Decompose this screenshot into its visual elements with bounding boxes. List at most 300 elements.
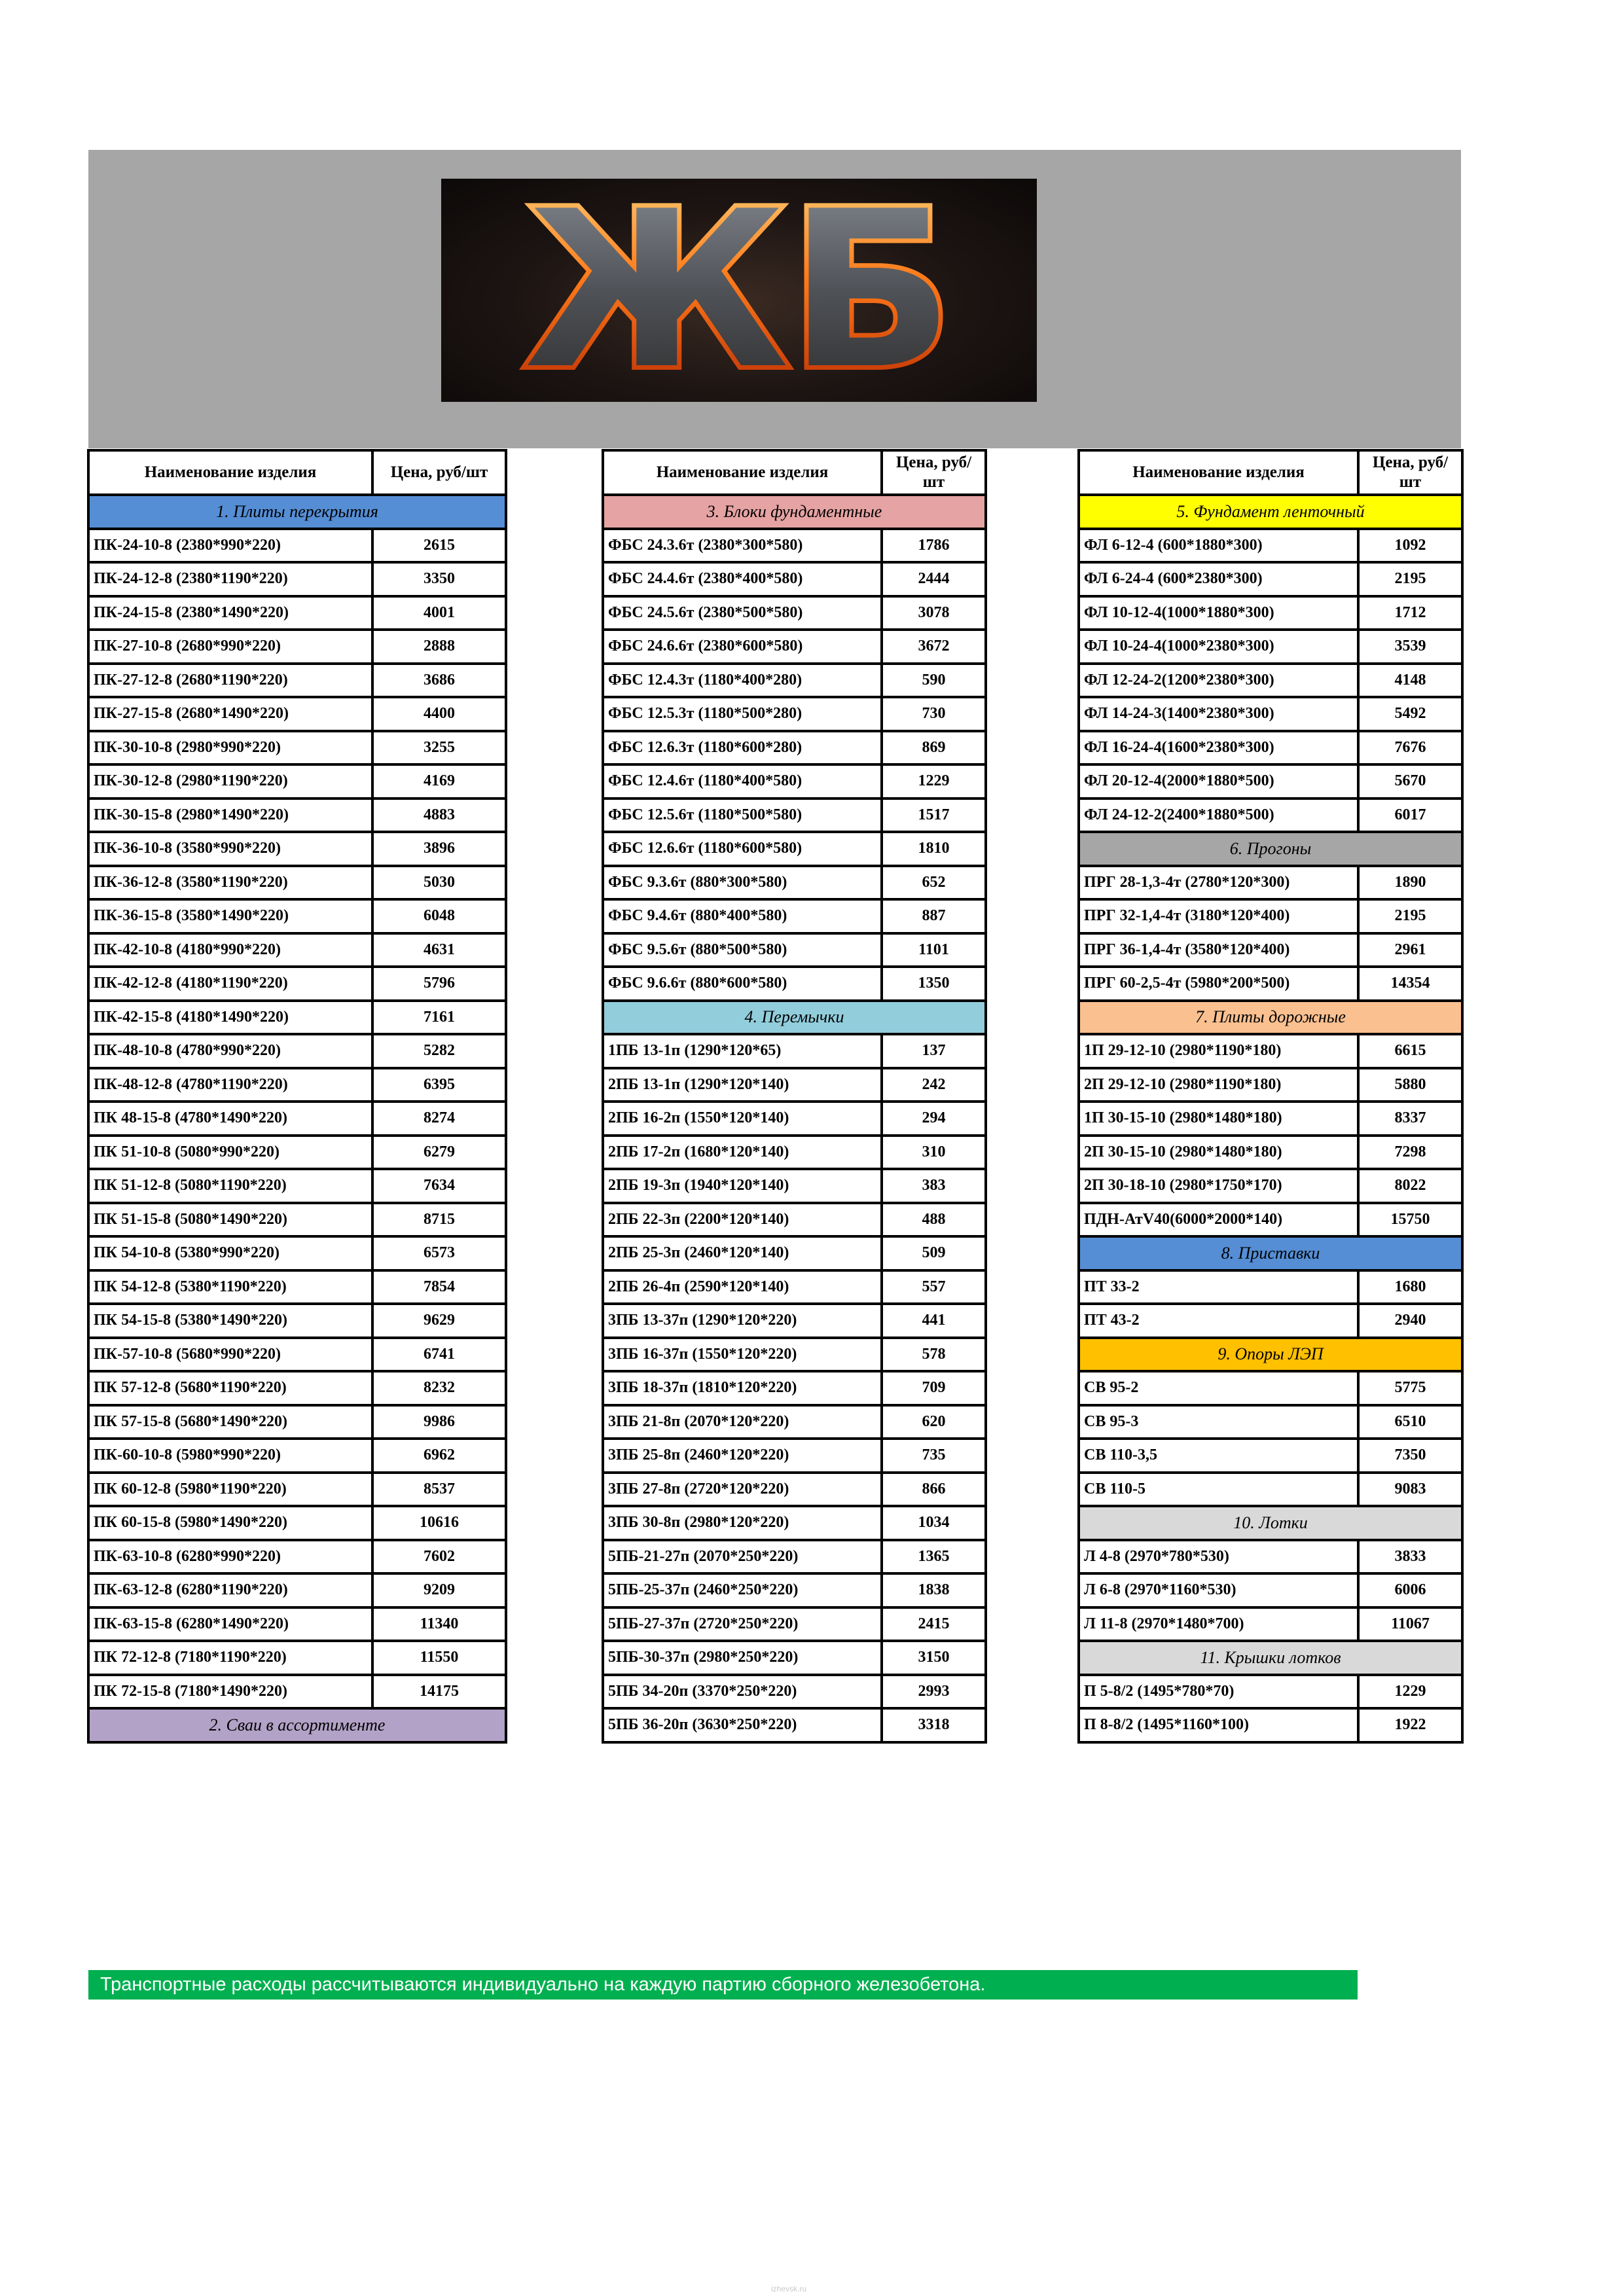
section-header-row (603, 495, 986, 529)
product-price: 10616 (372, 1506, 506, 1540)
product-price: 294 (882, 1102, 986, 1136)
table-row (88, 1102, 506, 1136)
product-name: 2ПБ 19-3п (1940*120*140) (603, 1169, 882, 1203)
product-name: ФЛ 6-12-4 (600*1880*300) (1079, 529, 1358, 563)
product-name: ПК 51-15-8 (5080*1490*220) (88, 1203, 372, 1237)
product-name: ПК 57-12-8 (5680*1190*220) (88, 1371, 372, 1405)
product-name: ПК-63-15-8 (6280*1490*220) (88, 1607, 372, 1641)
table-row (1079, 731, 1462, 765)
table-row (88, 1506, 506, 1540)
product-price: 11340 (372, 1607, 506, 1641)
table-row (88, 967, 506, 1001)
product-name: ПК 72-12-8 (7180*1190*220) (88, 1641, 372, 1675)
table-row (1079, 630, 1462, 664)
product-price: 5775 (1358, 1371, 1462, 1405)
table-row (1079, 1540, 1462, 1574)
table-row (88, 832, 506, 866)
product-name: ПК 51-10-8 (5080*990*220) (88, 1136, 372, 1170)
table-row (88, 1034, 506, 1068)
product-price: 3350 (372, 562, 506, 596)
product-price: 9209 (372, 1573, 506, 1607)
table-row (603, 1338, 986, 1372)
table-row (603, 1439, 986, 1473)
product-name: ПК 60-15-8 (5980*1490*220) (88, 1506, 372, 1540)
product-name: ПРГ 32-1,4-4т (3180*120*400) (1079, 899, 1358, 933)
column-header-name: Наименование изделия (603, 450, 882, 495)
column-header-name: Наименование изделия (1079, 450, 1358, 495)
product-price: 4631 (372, 933, 506, 967)
product-price: 887 (882, 899, 986, 933)
product-name: 3ПБ 30-8п (2980*120*220) (603, 1506, 882, 1540)
product-name: ПК-36-12-8 (3580*1190*220) (88, 866, 372, 900)
table-row (603, 697, 986, 731)
table-row (603, 1203, 986, 1237)
product-price: 6279 (372, 1136, 506, 1170)
product-name: Л 4-8 (2970*780*530) (1079, 1540, 1358, 1574)
product-name: ФЛ 20-12-4(2000*1880*500) (1079, 764, 1358, 798)
column-header-price: Цена, руб/шт (882, 450, 986, 495)
product-name: ФБС 9.4.6т (880*400*580) (603, 899, 882, 933)
table-row (603, 1540, 986, 1574)
section-header-row (1079, 832, 1462, 866)
product-price: 441 (882, 1304, 986, 1338)
product-price: 8337 (1358, 1102, 1462, 1136)
product-name: 3ПБ 18-37п (1810*120*220) (603, 1371, 882, 1405)
table-row (603, 1068, 986, 1102)
product-name: ФБС 24.5.6т (2380*500*580) (603, 596, 882, 630)
product-price: 137 (882, 1034, 986, 1068)
section-title: 8. Приставки (1079, 1236, 1462, 1270)
table-row (88, 1573, 506, 1607)
section-header-row (1079, 1506, 1462, 1540)
product-price: 9986 (372, 1405, 506, 1439)
table-row (1079, 529, 1462, 563)
product-name: ФЛ 10-24-4(1000*2380*300) (1079, 630, 1358, 664)
product-price: 5796 (372, 967, 506, 1001)
section-title: 5. Фундамент ленточный (1079, 495, 1462, 529)
column-header-price: Цена, руб/шт (372, 450, 506, 495)
table-row (1079, 664, 1462, 698)
section-title: 6. Прогоны (1079, 832, 1462, 866)
product-name: 2ПБ 26-4п (2590*120*140) (603, 1270, 882, 1304)
table-row (603, 1136, 986, 1170)
section-title: 1. Плиты перекрытия (88, 495, 506, 529)
product-price: 8022 (1358, 1169, 1462, 1203)
product-name: ПРГ 60-2,5-4т (5980*200*500) (1079, 967, 1358, 1001)
product-name: ПК-30-15-8 (2980*1490*220) (88, 798, 372, 833)
price-table-2-body (603, 450, 986, 1742)
product-name: 2ПБ 17-2п (1680*120*140) (603, 1136, 882, 1170)
product-name: 3ПБ 25-8п (2460*120*220) (603, 1439, 882, 1473)
table-row (88, 1675, 506, 1709)
table-row (88, 596, 506, 630)
product-price: 6017 (1358, 798, 1462, 833)
table-row (1079, 1607, 1462, 1641)
table-row (1079, 697, 1462, 731)
product-name: ФБС 12.4.3т (1180*400*280) (603, 664, 882, 698)
product-price: 310 (882, 1136, 986, 1170)
table-row (603, 832, 986, 866)
product-price: 9083 (1358, 1473, 1462, 1507)
table-row (1079, 1708, 1462, 1742)
table-row (88, 1304, 506, 1338)
product-name: ПК 57-15-8 (5680*1490*220) (88, 1405, 372, 1439)
table-row (603, 1371, 986, 1405)
table-row (603, 529, 986, 563)
product-price: 4001 (372, 596, 506, 630)
product-price: 4148 (1358, 664, 1462, 698)
product-price: 7676 (1358, 731, 1462, 765)
product-name: П 8-8/2 (1495*1160*100) (1079, 1708, 1358, 1742)
product-name: 2П 29-12-10 (2980*1190*180) (1079, 1068, 1358, 1102)
logo-image (441, 179, 1037, 402)
section-title: 10. Лотки (1079, 1506, 1462, 1540)
product-price: 11067 (1358, 1607, 1462, 1641)
product-price: 709 (882, 1371, 986, 1405)
product-price: 5282 (372, 1034, 506, 1068)
product-name: ПК-63-10-8 (6280*990*220) (88, 1540, 372, 1574)
product-price: 6510 (1358, 1405, 1462, 1439)
product-price: 730 (882, 697, 986, 731)
product-price: 2940 (1358, 1304, 1462, 1338)
product-price: 14354 (1358, 967, 1462, 1001)
table-row (603, 798, 986, 833)
table-row (88, 1001, 506, 1035)
product-name: ПК-42-10-8 (4180*990*220) (88, 933, 372, 967)
product-price: 6615 (1358, 1034, 1462, 1068)
table-row (603, 933, 986, 967)
product-price: 488 (882, 1203, 986, 1237)
product-price: 1922 (1358, 1708, 1462, 1742)
product-price: 2195 (1358, 562, 1462, 596)
section-header-row (1079, 1641, 1462, 1675)
product-name: 1П 30-15-10 (2980*1480*180) (1079, 1102, 1358, 1136)
product-name: ФЛ 6-24-4 (600*2380*300) (1079, 562, 1358, 596)
product-price: 8715 (372, 1203, 506, 1237)
product-price: 735 (882, 1439, 986, 1473)
product-name: ФБС 24.4.6т (2380*400*580) (603, 562, 882, 596)
product-price: 2615 (372, 529, 506, 563)
product-name: 3ПБ 16-37п (1550*120*220) (603, 1338, 882, 1372)
table-row (88, 1169, 506, 1203)
table-row (1079, 562, 1462, 596)
product-price: 1786 (882, 529, 986, 563)
section-title: 2. Сваи в ассортименте (88, 1708, 506, 1742)
product-name: Л 11-8 (2970*1480*700) (1079, 1607, 1358, 1641)
table-row (88, 866, 506, 900)
product-name: ФЛ 12-24-2(1200*2380*300) (1079, 664, 1358, 698)
product-name: СВ 95-3 (1079, 1405, 1358, 1439)
product-name: ПРГ 28-1,3-4т (2780*120*300) (1079, 866, 1358, 900)
product-name: ФБС 24.3.6т (2380*300*580) (603, 529, 882, 563)
section-title: 11. Крышки лотков (1079, 1641, 1462, 1675)
product-name: 2ПБ 25-3п (2460*120*140) (603, 1236, 882, 1270)
product-name: ПК-27-10-8 (2680*990*220) (88, 630, 372, 664)
product-name: СВ 95-2 (1079, 1371, 1358, 1405)
product-name: ФБС 9.6.6т (880*600*580) (603, 967, 882, 1001)
table-row (88, 1136, 506, 1170)
product-name: ПК 54-10-8 (5380*990*220) (88, 1236, 372, 1270)
product-price: 7298 (1358, 1136, 1462, 1170)
table-row (1079, 1270, 1462, 1304)
product-price: 6395 (372, 1068, 506, 1102)
table-row (88, 1236, 506, 1270)
product-price: 5030 (372, 866, 506, 900)
table-row (88, 1405, 506, 1439)
product-name: ПК-24-10-8 (2380*990*220) (88, 529, 372, 563)
section-header-row (1079, 1236, 1462, 1270)
table-row (1079, 1169, 1462, 1203)
table-row (88, 731, 506, 765)
product-name: ФБС 24.6.6т (2380*600*580) (603, 630, 882, 664)
table-row (1079, 1439, 1462, 1473)
product-price: 578 (882, 1338, 986, 1372)
table-row (603, 1641, 986, 1675)
section-header-row (1079, 495, 1462, 529)
watermark: izhevsk.ru (771, 2284, 807, 2293)
logo-zhb (441, 179, 1037, 402)
product-name: ПК-63-12-8 (6280*1190*220) (88, 1573, 372, 1607)
product-name: 5ПБ 36-20п (3630*250*220) (603, 1708, 882, 1742)
product-name: ПК-42-12-8 (4180*1190*220) (88, 967, 372, 1001)
product-name: ПК-30-10-8 (2980*990*220) (88, 731, 372, 765)
column-header-name: Наименование изделия (88, 450, 372, 495)
table-row (88, 798, 506, 833)
product-name: 2ПБ 13-1п (1290*120*140) (603, 1068, 882, 1102)
product-name: ПК-36-10-8 (3580*990*220) (88, 832, 372, 866)
product-name: ПК-48-12-8 (4780*1190*220) (88, 1068, 372, 1102)
table-row (1079, 866, 1462, 900)
product-name: ФБС 9.5.6т (880*500*580) (603, 933, 882, 967)
price-table-1 (87, 449, 507, 1744)
product-price: 1680 (1358, 1270, 1462, 1304)
table-row (603, 1236, 986, 1270)
product-price: 509 (882, 1236, 986, 1270)
product-price: 2415 (882, 1607, 986, 1641)
product-price: 2993 (882, 1675, 986, 1709)
product-name: 5ПБ-25-37п (2460*250*220) (603, 1573, 882, 1607)
product-name: ФЛ 14-24-3(1400*2380*300) (1079, 697, 1358, 731)
section-title: 7. Плиты дорожные (1079, 1001, 1462, 1035)
table-row (603, 630, 986, 664)
table-row (603, 899, 986, 933)
section-title: 4. Перемычки (603, 1001, 986, 1035)
product-price: 6962 (372, 1439, 506, 1473)
product-price: 2888 (372, 630, 506, 664)
product-price: 866 (882, 1473, 986, 1507)
table-row (603, 1304, 986, 1338)
table-row (88, 697, 506, 731)
product-name: Л 6-8 (2970*1160*530) (1079, 1573, 1358, 1607)
product-name: ФБС 12.6.6т (1180*600*580) (603, 832, 882, 866)
product-name: 3ПБ 27-8п (2720*120*220) (603, 1473, 882, 1507)
product-price: 242 (882, 1068, 986, 1102)
product-price: 2444 (882, 562, 986, 596)
product-name: 2ПБ 16-2п (1550*120*140) (603, 1102, 882, 1136)
product-price: 4883 (372, 798, 506, 833)
table-row (1079, 899, 1462, 933)
product-name: ПК-24-12-8 (2380*1190*220) (88, 562, 372, 596)
table-row (88, 529, 506, 563)
table-row (88, 1540, 506, 1574)
product-name: ПК-30-12-8 (2980*1190*220) (88, 764, 372, 798)
section-title: 3. Блоки фундаментные (603, 495, 986, 529)
table-row (1079, 1473, 1462, 1507)
product-price: 3672 (882, 630, 986, 664)
product-name: 1П 29-12-10 (2980*1190*180) (1079, 1034, 1358, 1068)
section-title: 9. Опоры ЛЭП (1079, 1338, 1462, 1372)
table-header-row (1079, 450, 1462, 495)
product-price: 4169 (372, 764, 506, 798)
table-row (88, 1473, 506, 1507)
product-name: ФБС 12.5.3т (1180*500*280) (603, 697, 882, 731)
product-name: ПК-48-10-8 (4780*990*220) (88, 1034, 372, 1068)
product-price: 2195 (1358, 899, 1462, 933)
product-price: 7350 (1358, 1439, 1462, 1473)
product-name: ФБС 12.4.6т (1180*400*580) (603, 764, 882, 798)
product-name: 2ПБ 22-3п (2200*120*140) (603, 1203, 882, 1237)
price-table-1-body (88, 450, 506, 1742)
table-row (603, 1270, 986, 1304)
table-row (603, 866, 986, 900)
table-row (88, 664, 506, 698)
product-name: 2П 30-15-10 (2980*1480*180) (1079, 1136, 1358, 1170)
table-row (88, 1338, 506, 1372)
logo-text: ЖБ (524, 179, 954, 402)
table-row (88, 562, 506, 596)
product-name: ПК-42-15-8 (4180*1490*220) (88, 1001, 372, 1035)
table-header-row (603, 450, 986, 495)
product-name: ПРГ 36-1,4-4т (3580*120*400) (1079, 933, 1358, 967)
product-name: ПК-57-10-8 (5680*990*220) (88, 1338, 372, 1372)
section-header-row (603, 1001, 986, 1035)
product-name: ПК 51-12-8 (5080*1190*220) (88, 1169, 372, 1203)
product-name: 3ПБ 13-37п (1290*120*220) (603, 1304, 882, 1338)
table-row (1079, 798, 1462, 833)
product-price: 7602 (372, 1540, 506, 1574)
product-price: 1712 (1358, 596, 1462, 630)
table-row (603, 1405, 986, 1439)
product-name: ПДН-АтV40(6000*2000*140) (1079, 1203, 1358, 1237)
table-header-row (88, 450, 506, 495)
product-price: 1810 (882, 832, 986, 866)
product-price: 3833 (1358, 1540, 1462, 1574)
table-row (603, 731, 986, 765)
table-row (1079, 1203, 1462, 1237)
table-row (603, 664, 986, 698)
section-header-row (1079, 1338, 1462, 1372)
table-row (1079, 1136, 1462, 1170)
product-price: 4400 (372, 697, 506, 731)
product-price: 1229 (1358, 1675, 1462, 1709)
product-price: 1101 (882, 933, 986, 967)
product-name: ПК-27-15-8 (2680*1490*220) (88, 697, 372, 731)
product-name: ФЛ 16-24-4(1600*2380*300) (1079, 731, 1358, 765)
table-row (603, 764, 986, 798)
product-price: 7634 (372, 1169, 506, 1203)
product-name: 5ПБ-30-37п (2980*250*220) (603, 1641, 882, 1675)
table-row (603, 1573, 986, 1607)
product-price: 8232 (372, 1371, 506, 1405)
table-row (1079, 967, 1462, 1001)
product-name: 5ПБ-27-37п (2720*250*220) (603, 1607, 882, 1641)
table-row (1079, 1304, 1462, 1338)
table-row (1079, 1371, 1462, 1405)
product-name: ФЛ 10-12-4(1000*1880*300) (1079, 596, 1358, 630)
product-price: 1838 (882, 1573, 986, 1607)
product-price: 3078 (882, 596, 986, 630)
table-row (88, 1371, 506, 1405)
product-name: ФБС 12.5.6т (1180*500*580) (603, 798, 882, 833)
product-price: 557 (882, 1270, 986, 1304)
product-name: СВ 110-5 (1079, 1473, 1358, 1507)
table-row (1079, 1102, 1462, 1136)
product-name: ФБС 12.6.3т (1180*600*280) (603, 731, 882, 765)
product-name: СВ 110-3,5 (1079, 1439, 1358, 1473)
table-row (603, 1675, 986, 1709)
table-row (1079, 1573, 1462, 1607)
product-price: 7854 (372, 1270, 506, 1304)
price-table-3 (1077, 449, 1464, 1744)
product-name: ФБС 9.3.6т (880*300*580) (603, 866, 882, 900)
table-row (603, 1034, 986, 1068)
product-price: 1229 (882, 764, 986, 798)
product-price: 1365 (882, 1540, 986, 1574)
product-price: 3896 (372, 832, 506, 866)
product-price: 3539 (1358, 630, 1462, 664)
product-price: 652 (882, 866, 986, 900)
product-name: 5ПБ 34-20п (3370*250*220) (603, 1675, 882, 1709)
section-header-row (88, 495, 506, 529)
product-name: ПК-36-15-8 (3580*1490*220) (88, 899, 372, 933)
table-row (603, 1708, 986, 1742)
product-name: ПК 48-15-8 (4780*1490*220) (88, 1102, 372, 1136)
table-row (88, 1439, 506, 1473)
table-row (88, 764, 506, 798)
product-price: 590 (882, 664, 986, 698)
product-price: 3255 (372, 731, 506, 765)
product-price: 8537 (372, 1473, 506, 1507)
table-row (1079, 1405, 1462, 1439)
column-header-price: Цена, руб/шт (1358, 450, 1462, 495)
table-row (603, 1506, 986, 1540)
product-price: 3318 (882, 1708, 986, 1742)
product-name: ПК 60-12-8 (5980*1190*220) (88, 1473, 372, 1507)
product-name: ПТ 33-2 (1079, 1270, 1358, 1304)
table-row (88, 899, 506, 933)
table-row (1079, 596, 1462, 630)
product-name: ПК 72-15-8 (7180*1490*220) (88, 1675, 372, 1709)
product-name: ПК 54-15-8 (5380*1490*220) (88, 1304, 372, 1338)
product-name: ПТ 43-2 (1079, 1304, 1358, 1338)
table-row (603, 596, 986, 630)
table-row (88, 933, 506, 967)
product-price: 1350 (882, 967, 986, 1001)
product-price: 1890 (1358, 866, 1462, 900)
table-row (603, 1169, 986, 1203)
product-name: П 5-8/2 (1495*780*70) (1079, 1675, 1358, 1709)
table-row (88, 1607, 506, 1641)
product-name: ПК 54-12-8 (5380*1190*220) (88, 1270, 372, 1304)
product-name: ФЛ 24-12-2(2400*1880*500) (1079, 798, 1358, 833)
product-price: 15750 (1358, 1203, 1462, 1237)
price-table-3-body (1079, 450, 1462, 1742)
table-row (603, 1102, 986, 1136)
product-price: 869 (882, 731, 986, 765)
table-row (1079, 1068, 1462, 1102)
table-row (88, 1203, 506, 1237)
transport-cost-note: Транспортные расходы рассчитываются индивидуально на каждую партию сборного железобетона. (88, 1970, 1358, 2000)
